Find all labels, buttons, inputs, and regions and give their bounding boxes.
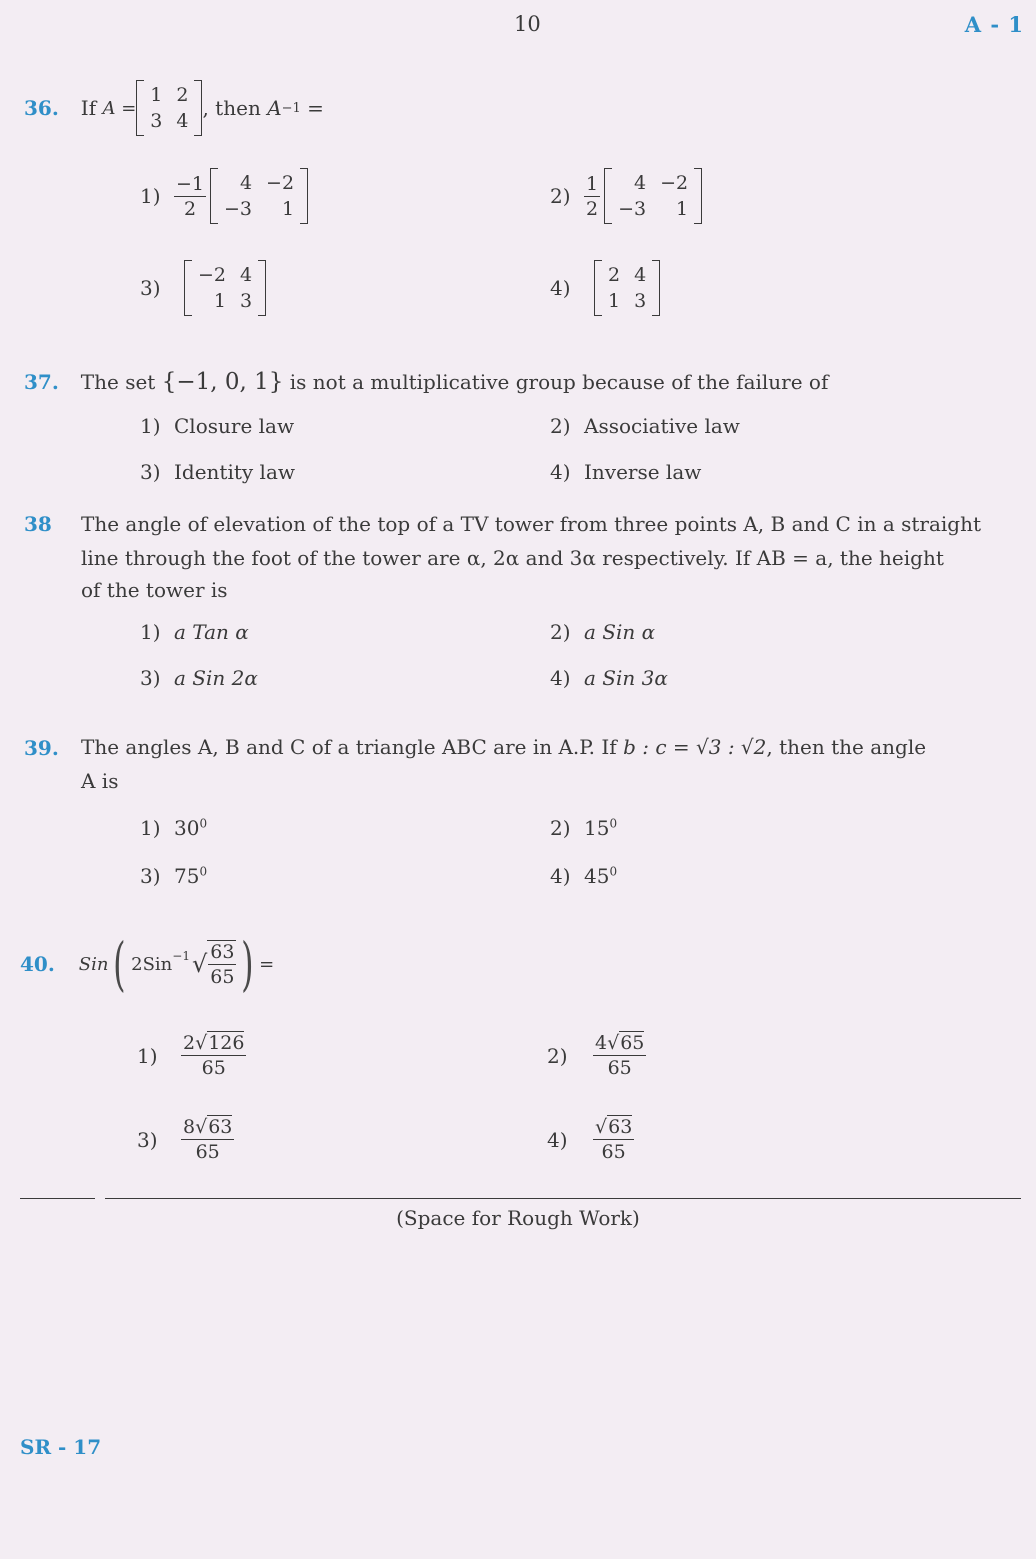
q38-option-1[interactable]: 1) a Tan α	[140, 620, 249, 644]
q39-option-4[interactable]: 4) $45^0$	[550, 864, 618, 888]
q36-option-3[interactable]: 3) −2 4 1 3	[140, 260, 266, 316]
q39-option-1[interactable]: 1) $30^0$	[140, 816, 208, 840]
q39-option-3[interactable]: 3) $75^0$	[140, 864, 208, 888]
question-39: The angles A, B and C of a triangle ABC are in A.P. If b : c = √3 : √2, then the angle A is	[81, 735, 927, 793]
booklet-code: A - 1	[964, 12, 1024, 37]
q40-option-1[interactable]: 1) $\frac{2√126}{65}$	[137, 1032, 245, 1079]
question-36: 36. If A = 1 2 3 4 , then A −1 =	[24, 80, 324, 136]
q38-option-3[interactable]: 3) a Sin 2α	[140, 666, 258, 690]
q37-option-3[interactable]: 3) Identity law	[140, 460, 295, 484]
q36-option-1[interactable]: 1) $\frac{-1}{2}$ 4 −2 −3 1	[140, 168, 308, 224]
question-number: 40.	[20, 952, 55, 976]
q38-option-2[interactable]: 2) a Sin α	[550, 620, 656, 644]
q40-option-2[interactable]: 2) $\frac{4√65}{65}$	[547, 1032, 645, 1079]
q37-option-4[interactable]: 4) Inverse law	[550, 460, 702, 484]
ratio-expression: b : c = √3 : √2	[623, 735, 767, 759]
q37-option-2[interactable]: 2) Associative law	[550, 414, 740, 438]
question-40: 40. Sin ( 2Sin $^{-1}$ √ $\frac{63}{65}$ ) =	[20, 930, 275, 998]
q36-option-4[interactable]: 4) 2 4 1 3	[550, 260, 660, 316]
question-text-then: , then	[202, 96, 261, 120]
question-38-number: 38	[24, 512, 52, 536]
set-expression: {−1, 0, 1}	[161, 369, 284, 395]
q40-option-4[interactable]: 4) $\frac{√63}{65}$	[547, 1116, 633, 1163]
q40-option-3[interactable]: 3) $\frac{8√63}{65}$	[137, 1116, 233, 1163]
question-number: 37.	[24, 370, 59, 394]
page-number: 10	[514, 12, 541, 36]
q38-option-4[interactable]: 4) a Sin 3α	[550, 666, 668, 690]
matrix-var: A =	[102, 97, 137, 119]
question-text: If	[80, 96, 97, 120]
question-38: The angle of elevation of the top of a TV tower from three points A, B and C in a straight line through the foot of the tower are α, 2α and 3α respectively. If AB = a, the height of the tower is	[81, 512, 982, 602]
q36-option-2[interactable]: 2) $\frac{1}{2}$ 4 −2 −3 1	[550, 168, 702, 224]
question-number: 39.	[24, 736, 59, 760]
divider-left	[20, 1198, 95, 1199]
matrix-a: 1 2 3 4	[136, 80, 202, 136]
q37-option-1[interactable]: 1) Closure law	[140, 414, 295, 438]
question-number: 36.	[24, 96, 59, 120]
divider-right	[105, 1198, 1021, 1199]
q39-option-2[interactable]: 2) $15^0$	[550, 816, 618, 840]
question-37: 37. The set {−1, 0, 1} is not a multiplicative group because of the failure of	[24, 369, 829, 395]
rough-work-label: (Space for Rough Work)	[396, 1206, 640, 1230]
footer-code: SR - 17	[20, 1435, 102, 1459]
